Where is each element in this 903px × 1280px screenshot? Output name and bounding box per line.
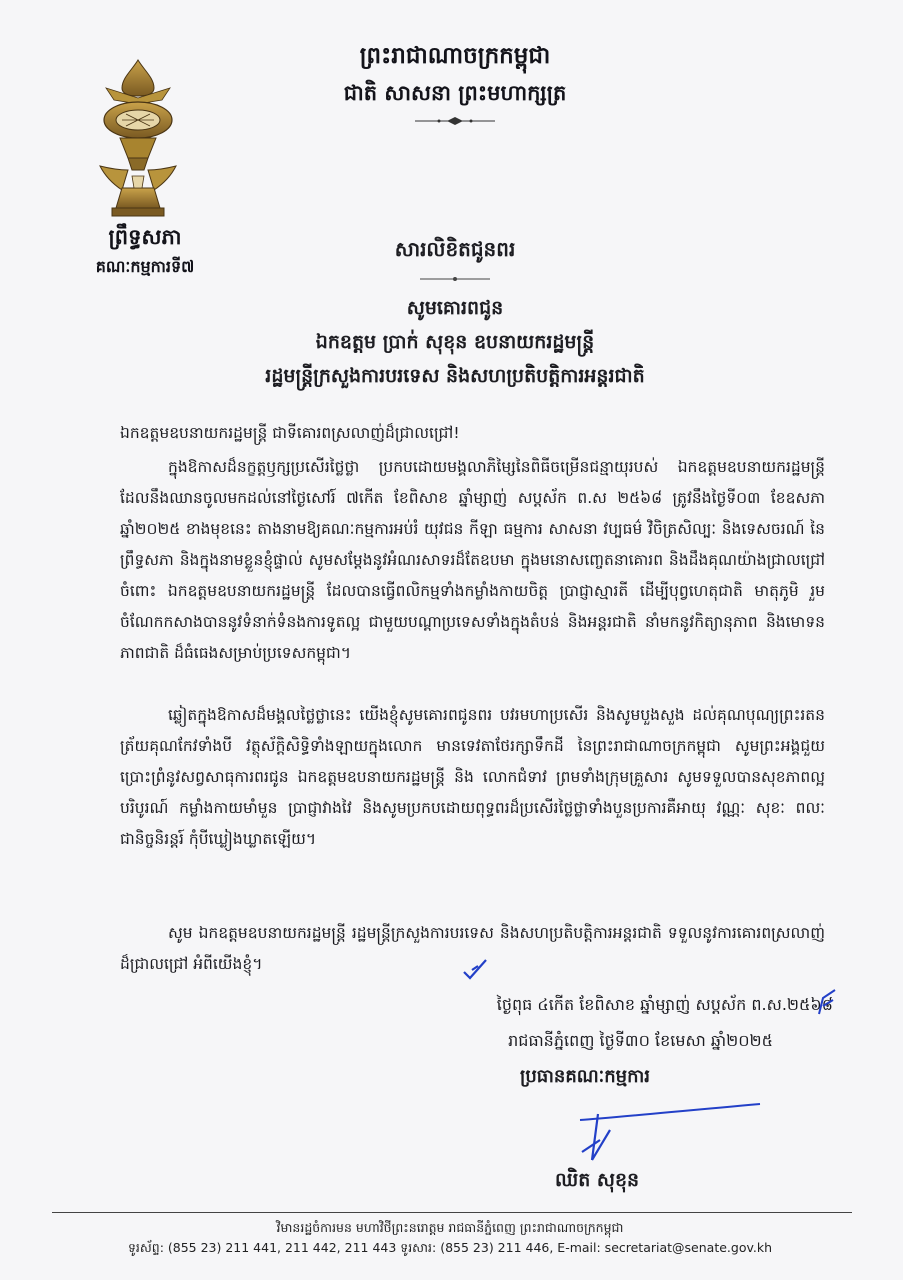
footer-divider xyxy=(52,1212,852,1213)
title-divider-icon xyxy=(420,276,490,282)
president-title: ប្រធានគណៈកម្មការ xyxy=(520,1066,650,1087)
date-solar: រាជធានីភ្នំពេញ ថ្ងៃទី៣០ ខែមេសា ឆ្នាំ២០២៥ xyxy=(508,1031,773,1050)
paragraph-2: ឆ្លៀតក្នុងឱកាសដ៏មង្គលថ្លៃថ្លានេះ យើងខ្ញុំសូមគោរពជូនពរ បវរមហាប្រសើរ និងសូមបួងសួង ដល់គុណបុណ្យព្រះរតនត្រ័យគុណកែវទាំងបី វត្ថុស័ក្តិសិទ្ធិទាំងឡាយក្នុងលោក មានទេវតាថែរក្សាទឹកដី នៃព្រះរាជាណាចក្រកម្ពុជា សូមព្រះអង្គជួយប្រោះព្រំនូវសព្វសាធុការពរជូន ឯកឧត្តមឧបនាយករដ្ឋមន្ត្រី និង លោកជំទាវ ព្រមទាំងក្រុមគ្រួសារ សូមទទួលបានសុខភាពល្អបរិបូរណ៍ កម្លាំងកាយមាំមួន ប្រាជ្ញាវាងវៃ និងសូមប្រកបដោយពុទ្ធពរដ៏ប្រសើរថ្លៃថ្លាទាំងបួនប្រការគឺអាយុ វណ្ណៈ សុខៈ ពលៈ ជានិច្ចនិរន្តរ៍ កុំបីឃ្លៀងឃ្លាតឡើយ។ xyxy=(120,706,825,848)
date-lunar: ថ្ងៃពុធ ៤កើត ខែពិសាខ ឆ្នាំម្សាញ់ សប្តស័ក ព.ស.២៥៦៨ xyxy=(496,995,833,1014)
senate-emblem-icon xyxy=(92,58,184,220)
paragraph-3: សូម ឯកឧត្តមឧបនាយករដ្ឋមន្ត្រី រដ្ឋមន្ត្រីក្រសួងការបរទេស និងសហប្រតិបត្តិការអន្តរជាតិ ទទួលនូវការគោរពស្រលាញ់ដ៏ជ្រាលជ្រៅ អំពីយើងខ្ញុំ។ xyxy=(120,924,825,973)
paragraph-1: ក្នុងឱកាសដ៏នក្ខត្តឫក្សប្រសើរថ្លៃថ្លា ប្រកបដោយមង្គលាភិម្សៃនៃពិធីចម្រើនជន្មាយុរបស់ ឯកឧត្តមឧបនាយករដ្ឋមន្ត្រី ដែលនឹងឈានចូលមកដល់នៅថ្ងៃសៅរ៍ ៧កើត ខែពិសាខ ឆ្នាំម្សាញ់ សប្តស័ក ព.ស ២៥៦៨ ត្រូវនឹងថ្ងៃទី០៣ ខែឧសភា ឆ្នាំ២០២៥ ខាងមុខនេះ តាងនាមឱ្យគណៈកម្មការអប់រំ យុវជន កីឡា ធម្មការ សាសនា វប្បធម៌ វិចិត្រសិល្បៈ និងទេសចរណ៍ នៃព្រឹទ្ធសភា និងក្នុងនាមខ្លួនខ្ញុំផ្ទាល់ សូមសម្តែងនូវអំណរសាទរដ៏តែឧបមា ក្នុងមនោសញ្ចេតនាគោរព និងដឹងគុណយ៉ាងជ្រាលជ្រៅចំពោះ ឯកឧត្តមឧបនាយករដ្ឋមន្ត្រី ដែលបានធ្វើពលិកម្មទាំងកម្លាំងកាយចិត្ត ប្រាជ្ញាស្មារតី ដើម្បីបុព្វហេតុជាតិ មាតុភូមិ រួមចំណែកកសាងបាននូវទំនាក់ទំនងការទូតល្អ ជាមួយបណ្តាប្រទេសទាំងក្នុងតំបន់ និងអន្តរជាតិ នាំមកនូវកិត្យានុភាព និងមោទនភាពជាតិ ដ៏ធំធេងសម្រាប់ប្រទេសកម្ពុជា។ xyxy=(120,458,825,662)
signer-name: ឈិត សុខុន xyxy=(555,1169,640,1191)
initial-mark-icon xyxy=(815,988,839,1018)
footer-contact: ទូរស័ព្ទ: (855 23) 211 441, 211 442, 211 443 ទូរសារ: (855 23) 211 446, E-mail: secretariat@senate.gov.kh xyxy=(127,1240,773,1255)
footer-address: វិមានរដ្ឋចំការមន មហាវិថីព្រះនរោត្តម រាជធានីភ្នំពេញ ព្រះរាជាណាចក្រកម្ពុជា xyxy=(276,1220,624,1235)
kingdom-title: ព្រះរាជាណាចក្រកម្ពុជា xyxy=(359,42,551,69)
address-recipient: ឯកឧត្តម ប្រាក់ សុខុន ឧបនាយករដ្ឋមន្ត្រី xyxy=(315,331,595,353)
initial-mark-icon xyxy=(462,958,488,980)
address-greeting: សូមគោរពជូន xyxy=(406,297,504,319)
org-committee: គណៈកម្មការទី៧ xyxy=(95,257,195,276)
national-motto: ជាតិ សាសនា ព្រះមហាក្សត្រ xyxy=(343,80,567,105)
ornament-divider-icon xyxy=(415,116,495,126)
address-ministry: រដ្ឋមន្ត្រីក្រសួងការបរទេស និងសហប្រតិបត្តិការអន្តរជាតិ xyxy=(265,365,645,387)
org-name: ព្រឹទ្ធសភា xyxy=(108,224,182,249)
salutation: ឯកឧត្តមឧបនាយករដ្ឋមន្ត្រី ជាទីគោរពស្រលាញ់ដ៏ជ្រាលជ្រៅ! xyxy=(120,424,460,442)
document-title: សារលិខិតជូនពរ xyxy=(394,237,516,261)
signature-icon xyxy=(570,1100,770,1164)
